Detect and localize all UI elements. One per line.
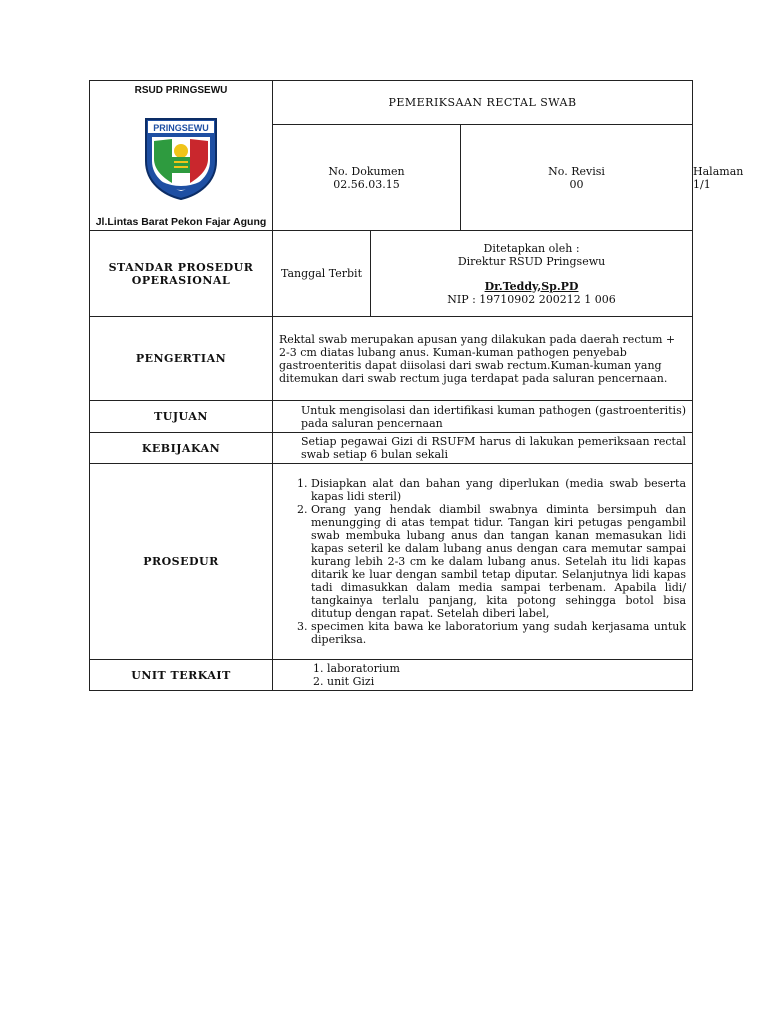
- prosedur-label: PROSEDUR: [90, 464, 273, 660]
- signature-cell: [371, 231, 693, 317]
- kebijakan-text: Setiap pegawai Gizi di RSUFM harus di lakukan pemeriksaan rectal swab setiap 6 bulan sekali: [273, 433, 693, 464]
- unit-terkait-cell: [273, 660, 693, 691]
- tujuan-text: Untuk mengisolasi dan idertifikasi kuman pathogen (gastroenteritis) pada saluran pencernaan: [273, 401, 693, 433]
- tujuan-label: TUJUAN: [90, 401, 273, 433]
- hospital-logo: [136, 113, 226, 203]
- page-margin-top: [0, 0, 768, 80]
- no-dokumen-label: No. Dokumen: [328, 164, 405, 178]
- no-revisi-cell: [461, 125, 693, 231]
- prosedur-step: 1. Disiapkan alat dan bahan yang diperlukan (media swab beserta kapas lidi steril): [311, 477, 692, 503]
- shield-logo-icon: [136, 113, 226, 203]
- ditetapkan-label: Ditetapkan oleh :: [483, 241, 580, 255]
- kebijakan-label: KEBIJAKAN: [90, 433, 273, 464]
- unit-item: 2. unit Gizi: [313, 675, 375, 688]
- hospital-name: RSUD PRINGSEWU: [134, 85, 228, 96]
- sop-label-line2: OPERASIONAL: [131, 273, 231, 287]
- sop-document-table: RSUD PRINGSEWU PRINGSEWU Jl.Lintas Barat Pekon Fajar Agung PEMERIKSAAN RECTAL SWAB No. Dokumen 02.56.03.15 No. Revisi 00 Halaman 1/1 STANDAR PROSEDUR OPERASIONAL Tanggal Terbit Ditetapkan oleh : Direktur RSUD Pringsewu Dr.Teddy,Sp.PD NIP : 19710902 200212 1 006 PENGERTIAN Rektal swab merupakan apusan yang dilakukan pada daerah rectum + 2-3 cm diatas lubang anus. Kuman-kuman pathogen penyebab gastroenteritis dapat diisolasi dari swab rectum.Kuman-kuman yang ditemukan dari swab rectum juga terdapat pada saluran pencernaan. TUJUAN Untuk mengisolasi dan idertifikasi kuman pathogen (gastroenteritis) pada saluran pencernaan KEBIJAKAN Setiap pegawai Gizi di RSUFM harus di lakukan pemeriksaan rectal swab setiap 6 bulan sekali PROSEDUR 1. Disiapkan alat dan bahan yang diperlukan (media swab beserta kapas lidi steril) 2. Orang yang hendak diambil swabnya diminta bersimpuh dan menungging di atas tempat tidur. Tangan kiri petugas pengambil swab membuka lubang anus dan tangan kanan memasukan lidi kapas seteril ke dalam lubang anus dengan cara memutar sampai kurang lebih 2-3 cm ke dalam lubang anus. Setelah itu lidi kapas ditarik ke luar dengan sambil tetap diputar. Selanjutnya lidi kapas tadi dimasukkan dalam media sampai terbenam. Apabila lidi/ tangkainya terlalu panjang, kita potong sehingga botol bisa ditutup dengan rapat. Setelah diberi label, 3. specimen kita bawa ke laboratorium yang sudah kerjasama untuk diperiksa. UNIT TERKAIT 1. laboratorium 2. unit Gizi: [89, 80, 693, 691]
- sop-label-cell: [90, 231, 273, 317]
- prosedur-step: 2. Orang yang hendak diambil swabnya diminta bersimpuh dan menungging di atas tempat tidur. Tangan kiri petugas pengambil swab membuka lubang anus dan tangan kanan memasukan lidi kapas seteril ke dalam lubang anus dengan cara memutar sampai kurang lebih 2-3 cm ke dalam lubang anus. Setelah itu lidi kapas ditarik ke luar dengan sambil tetap diputar. Selanjutnya lidi kapas tadi dimasukkan dalam media sampai terbenam. Apabila lidi/ tangkainya terlalu panjang, kita potong sehingga botol bisa ditutup dengan rapat. Setelah diberi label,: [311, 503, 692, 620]
- prosedur-step: 3. specimen kita bawa ke laboratorium yang sudah kerjasama untuk diperiksa.: [311, 620, 692, 646]
- pengertian-label: PENGERTIAN: [90, 317, 273, 401]
- signer-name: Dr.Teddy,Sp.PD: [484, 279, 579, 293]
- tanggal-terbit: Tanggal Terbit: [273, 231, 371, 317]
- hospital-header-cell: [90, 81, 273, 231]
- logo-lettering: PRINGSEWU: [153, 123, 209, 133]
- unit-item: 1. laboratorium: [313, 662, 400, 675]
- document-title: PEMERIKSAAN RECTAL SWAB: [273, 81, 693, 125]
- sop-label-line1: STANDAR PROSEDUR: [108, 260, 254, 274]
- pengertian-text: Rektal swab merupakan apusan yang dilakukan pada daerah rectum + 2-3 cm diatas lubang anus. Kuman-kuman pathogen penyebab gastroenteritis dapat diisolasi dari swab rectum.Kuman-kuman yang ditemukan dari swab rectum juga terdapat pada saluran pencernaan.: [273, 317, 693, 401]
- prosedur-steps-list: [273, 477, 692, 646]
- no-revisi-label: No. Revisi: [548, 164, 605, 178]
- hospital-address: Jl.Lintas Barat Pekon Fajar Agung: [95, 216, 267, 228]
- direktur-title: Direktur RSUD Pringsewu: [457, 254, 606, 268]
- no-revisi-value: 00: [569, 177, 584, 191]
- unit-terkait-label: UNIT TERKAIT: [90, 660, 273, 691]
- no-dokumen-value: 02.56.03.15: [333, 177, 400, 191]
- no-dokumen-cell: [273, 125, 461, 231]
- prosedur-cell: [273, 464, 693, 660]
- signer-nip: NIP : 19710902 200212 1 006: [447, 292, 616, 306]
